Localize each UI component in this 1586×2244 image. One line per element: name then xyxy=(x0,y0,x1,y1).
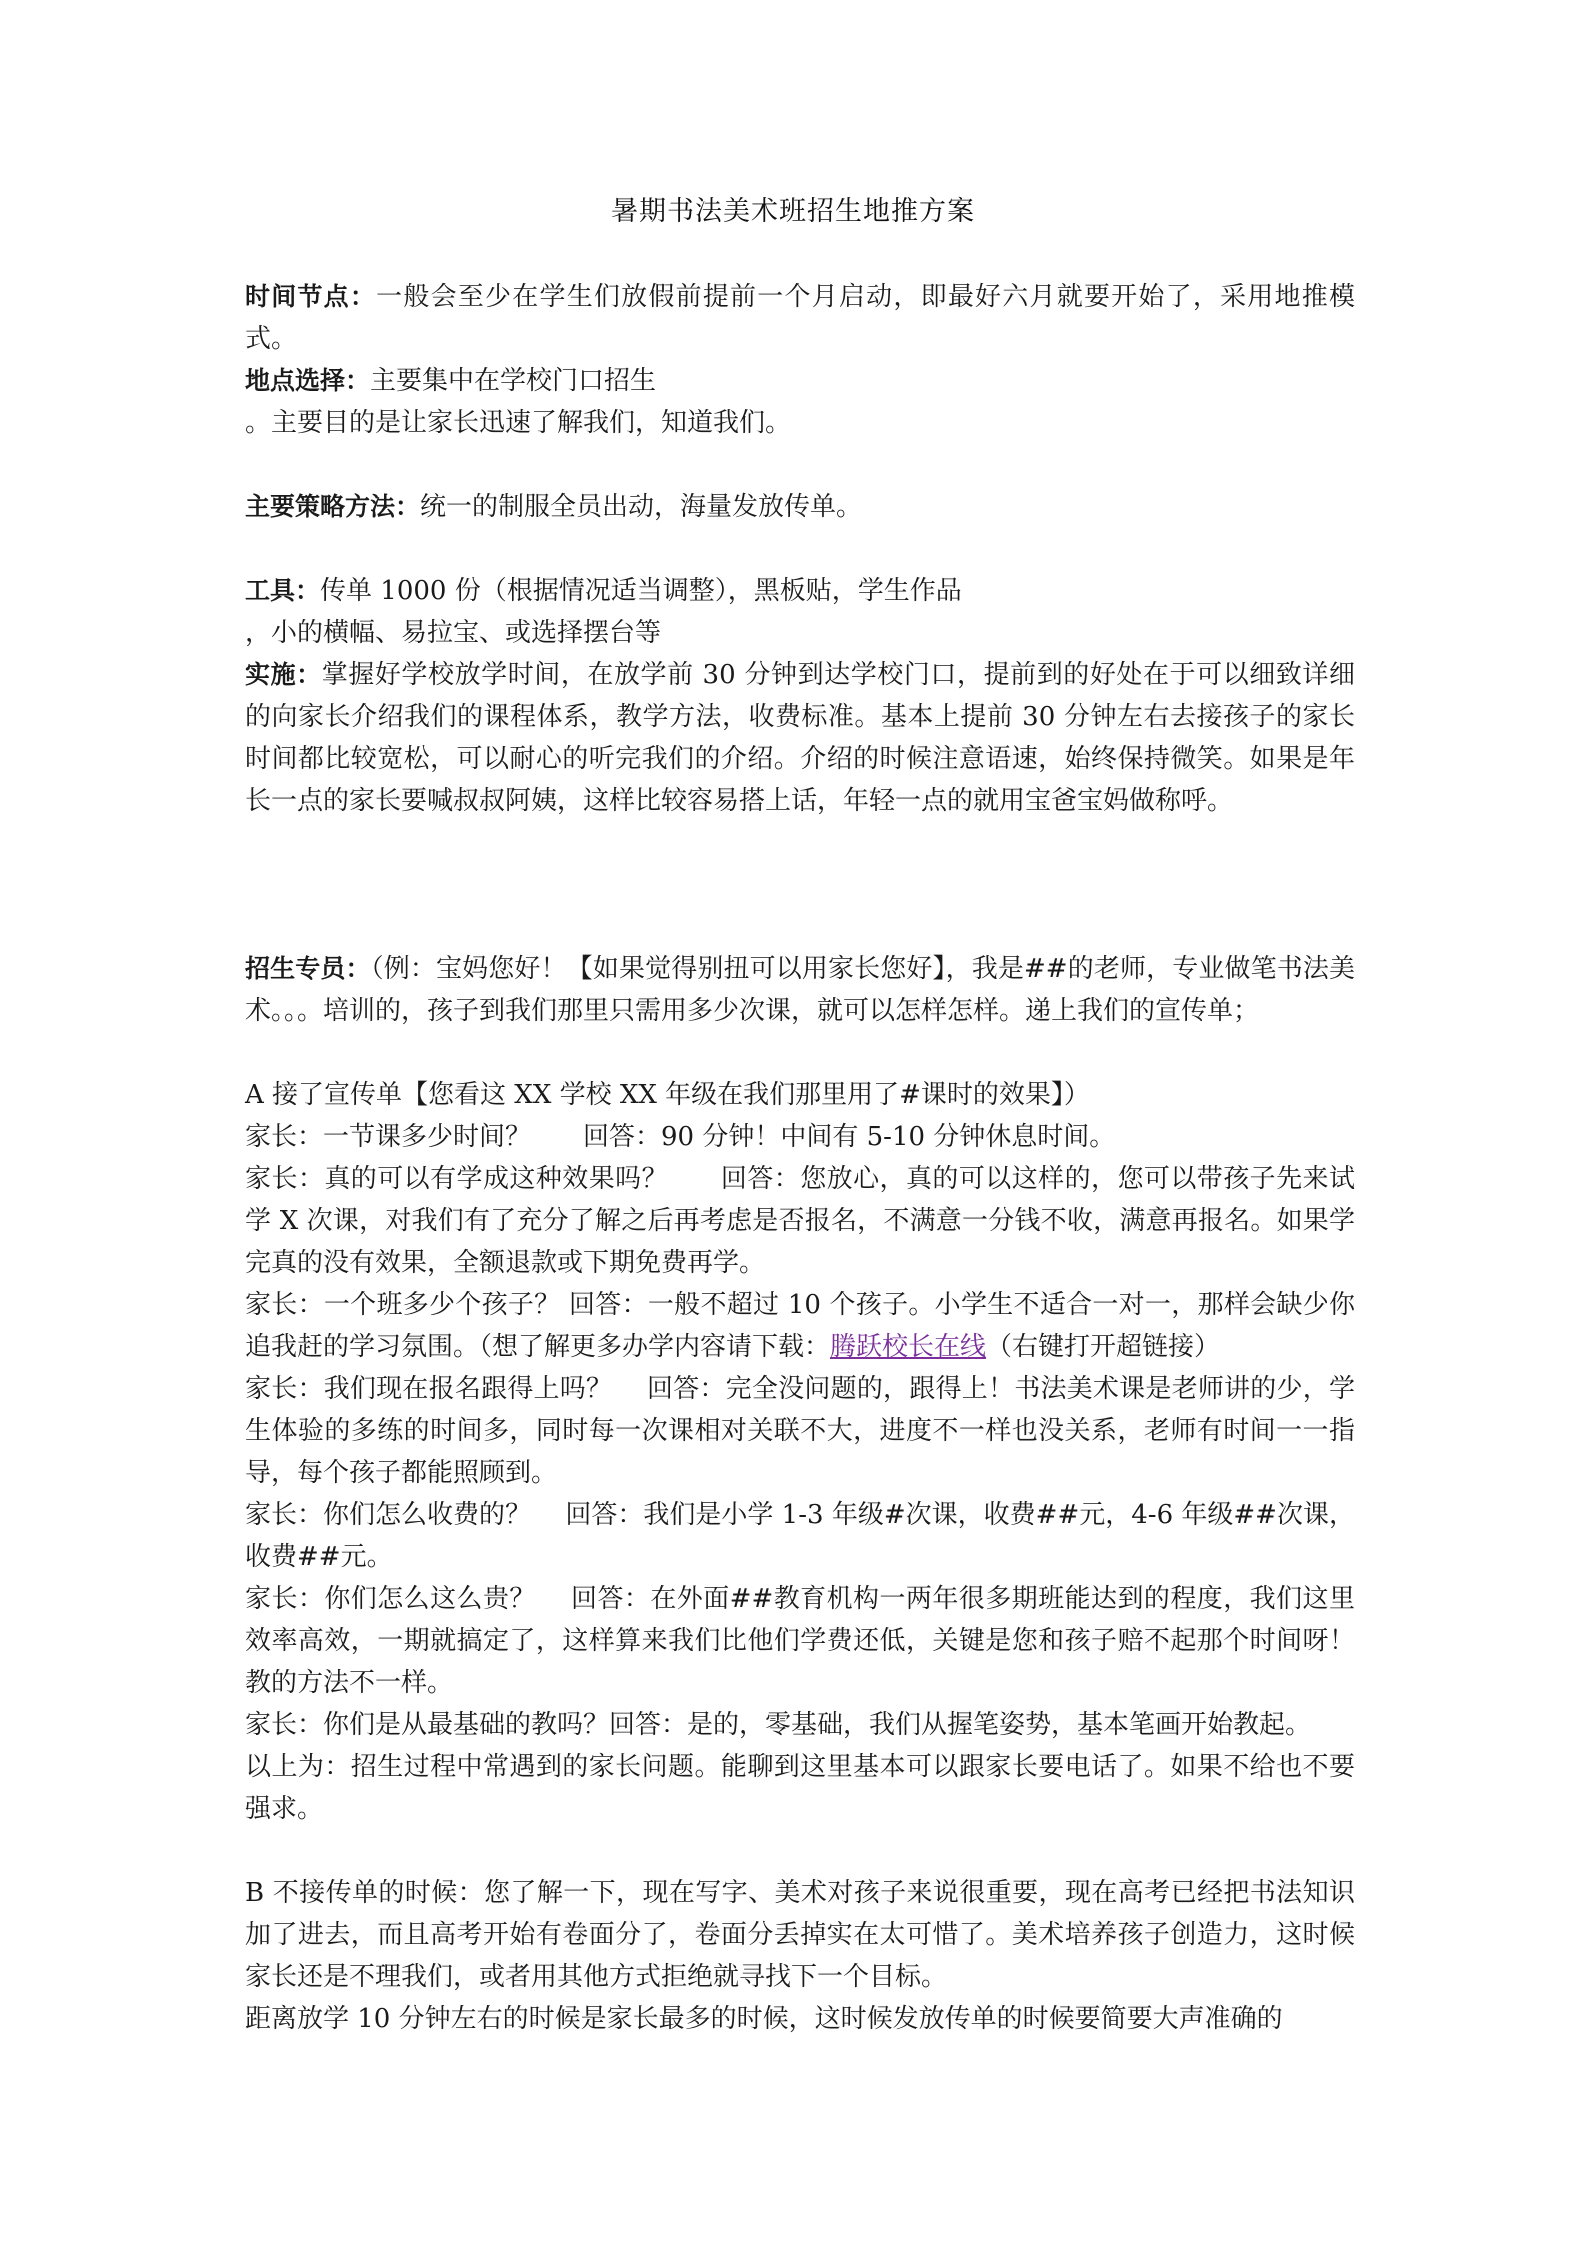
dialog-q3 xyxy=(245,1284,1355,1368)
strategy-section xyxy=(245,486,1355,528)
time-label: 时间节点： xyxy=(245,282,377,311)
dialog-q3-text: 家长：一个班多少个孩子？ 回答：一般不超过 10 个孩子。小学生不适合一对一，那样会缺少你追我赶的学习氛围。（想了解更多办学内容请下载： xyxy=(245,1290,1355,1362)
school-app-link[interactable]: 腾跃校长在线 xyxy=(830,1332,987,1362)
dialog-q2: 家长：真的可以有学成这种效果吗？ 回答：您放心，真的可以这样的，您可以带孩子先来试学 X 次课，对我们有了充分了解之后再考虑是否报名，不满意一分钱不收，满意再报名。如果学完真的没有效果，全额退款或下期免费再学。 xyxy=(245,1164,1355,1278)
recruit-section xyxy=(245,948,1355,1032)
dialog-q1: 家长：一节课多少时间？ 回答：90 分钟！中间有 5-10 分钟休息时间。 xyxy=(245,1122,1116,1152)
tools-label: 工具： xyxy=(245,576,321,605)
dialog-section xyxy=(245,1074,1355,1830)
dialog-q4: 家长：我们现在报名跟得上吗？ 回答：完全没问题的，跟得上！书法美术课是老师讲的少，学生体验的多练的时间多，同时每一次课相对关联不大，进度不一样也没关系，老师有时间一一指导，每个孩子都能照顾到。 xyxy=(245,1374,1355,1488)
strategy-text: 统一的制服全员出动，海量发放传单。 xyxy=(420,492,863,522)
recruit-label: 招生专员： xyxy=(245,954,371,983)
implement-section xyxy=(245,654,1355,822)
dialog-q7: 家长：你们是从最基础的教吗？回答：是的，零基础，我们从握笔姿势，基本笔画开始教起。 xyxy=(245,1710,1312,1740)
tools-text: 传单 1000 份（根据情况适当调整），黑板贴，学生作品 xyxy=(320,576,962,606)
time-section xyxy=(245,276,1355,360)
dialog-q5: 家长：你们怎么收费的？ 回答：我们是小学 1-3 年级#次课，收费##元，4-6 年级##次课，收费##元。 xyxy=(245,1500,1355,1572)
time-text: 一般会至少在学生们放假前提前一个月启动，即最好六月就要开始了，采用地推模式。 xyxy=(245,282,1355,354)
dialog-q3-after: （右键打开超链接） xyxy=(986,1332,1221,1362)
dialog-q6: 家长：你们怎么这么贵？ 回答：在外面##教育机构一两年很多期班能达到的程度，我们这里效率高效，一期就搞定了，这样算来我们比他们学费还低，关键是您和孩子赔不起那个时间呀！教的方法不一样。 xyxy=(245,1584,1355,1698)
location-text: 主要集中在学校门口招生 xyxy=(370,366,657,396)
location-label: 地点选择： xyxy=(245,366,371,395)
document-title: 暑期书法美术班招生地推方案 xyxy=(611,196,975,227)
b-section xyxy=(245,1872,1355,2040)
location-text-2: 。主要目的是让家长迅速了解我们，知道我们。 xyxy=(245,408,792,438)
implement-label: 实施： xyxy=(245,660,322,689)
dialog-a-intro: A 接了宣传单【您看这 XX 学校 XX 年级在我们那里用了#课时的效果】） xyxy=(245,1080,1090,1110)
location-section xyxy=(245,360,1355,444)
recruit-text: （例：宝妈您好！【如果觉得别扭可以用家长您好】，我是##的老师，专业做笔书法美术。。。培训的，孩子到我们那里只需用多少次课，就可以怎样怎样。递上我们的宣传单； xyxy=(245,954,1355,1026)
tools-text-2: ，小的横幅、易拉宝、或选择摆台等 xyxy=(245,618,662,648)
b-text-2: 距离放学 10 分钟左右的时候是家长最多的时候，这时候发放传单的时候要简要大声准确的 xyxy=(245,2004,1283,2034)
implement-text: 掌握好学校放学时间，在放学前 30 分钟到达学校门口，提前到的好处在于可以细致详细的向家长介绍我们的课程体系，教学方法，收费标准。基本上提前 30 分钟左右去接孩子的家长时间都比较宽松，可以耐心的听完我们的介绍。介绍的时候注意语速，始终保持微笑。如果是年长一点的家长要喊叔叔阿姨，这样比较容易搭上话，年轻一点的就用宝爸宝妈做称呼。 xyxy=(245,660,1355,816)
tools-section xyxy=(245,570,1355,654)
b-text: B 不接传单的时候：您了解一下，现在写字、美术对孩子来说很重要，现在高考已经把书法知识加了进去，而且高考开始有卷面分了，卷面分丢掉实在太可惜了。美术培养孩子创造力，这时候家长还是不理我们，或者用其他方式拒绝就寻找下一个目标。 xyxy=(245,1878,1355,1992)
strategy-label: 主要策略方法： xyxy=(245,492,421,521)
dialog-summary: 以上为：招生过程中常遇到的家长问题。能聊到这里基本可以跟家长要电话了。如果不给也不要强求。 xyxy=(245,1752,1355,1824)
